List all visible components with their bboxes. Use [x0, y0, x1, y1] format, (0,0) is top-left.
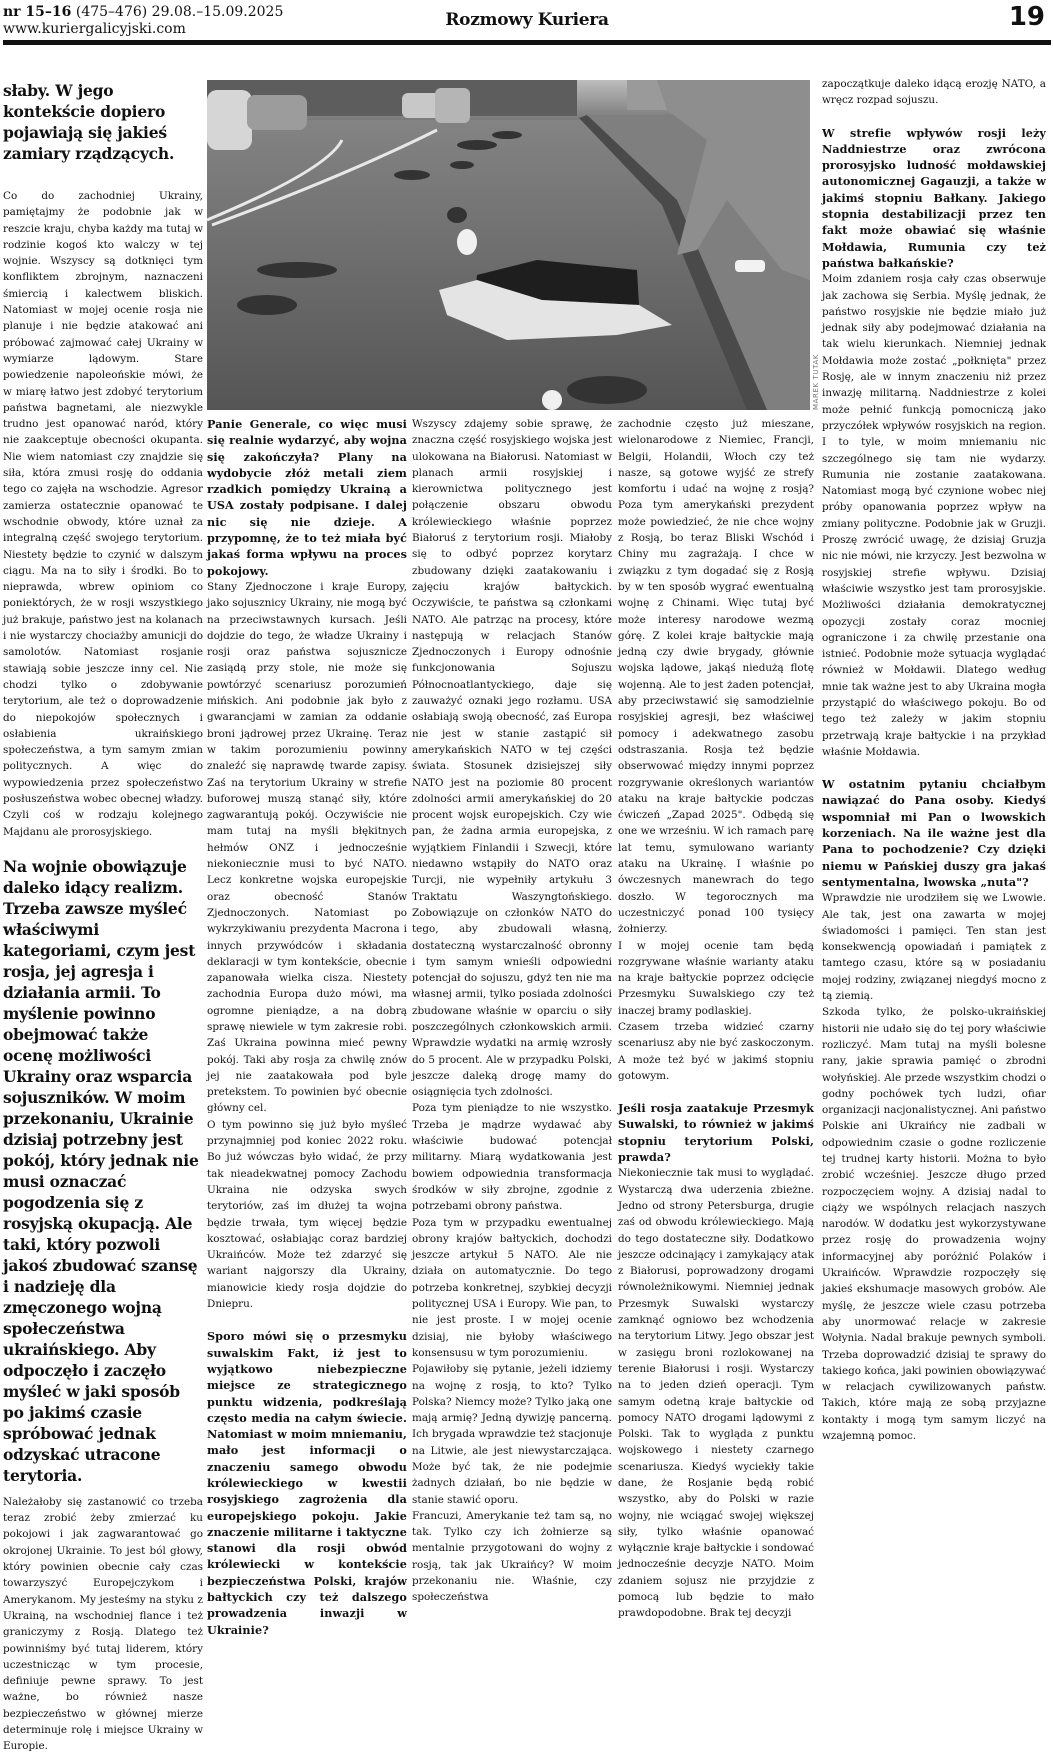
pull-quote: Na wojnie obowiązuje daleko idący realizm. Trzeba zawsze myśleć właściwymi kategoriami, czym jest rosja, jej agresja i działania armii. To myślenie powinno obejmować także ocenę możliwości Ukrainy oraz wsparcia sojuszników. W moim przekonaniu, Ukrainie dzisiaj potrzebny jest pokój, który jednak nie musi oznaczać pogodzenia się z rosyjską okupacją. Ale taki, który pozwoli jakoś zbudować szansę i nadzieję dla zmęczonego wojną społeczeństwa ukraińskiego. Aby odpoczęło i zaczęło myśleć w jaki sposób po jakimś czasie spróbować jednak odzyskać utracone terytoria.	[3, 856, 199, 1485]
paragraph: O tym powinno się już było myśleć przynajmniej pod koniec 2022 roku. Bo już wówczas było widać, że przy tak nieadekwatnej pomocy Zachodu Ukraina nie odzyska swych terytoriów, zaś im dłużej ta wojna będzie trwała, tym więcej będzie kosztować, osłabiając coraz bardziej Ukraińców. Może też zdarzyć się wariant najgorszy dla Ukrainy, mianowicie kiedy rosja dojdzie do Dniepru.	[207, 1118, 407, 1311]
paragraph: Poza tym w przypadku ewentualnej obrony krajów bałtyckich, dochodzi jeszcze artykuł 5 NATO. Ale nie działa on automatycznie. Do tego potrzeba konkretnej, szybkiej decyzji politycznej USA i Europy. Wie pan, to nie jest proste. I w mojej ocenie dzisiaj, nie byłoby właściwego konsensusu w tym porozumieniu.	[412, 1216, 612, 1359]
column-2	[207, 416, 407, 1638]
paragraph: Stany Zjednoczone i kraje Europy, jako sojusznicy Ukrainy, nie mogą być na przeciwstawnych kursach. Jeśli dojdzie do tego, że władze Ukrainy i rosji oraz państwa sojusznicze zasiądą przy stole, nie może się powtórzyć scenariusz porozumień mińskich. Ani podobnie jak było z gwarancjami w zamian za oddanie broni jądrowej przez Ukrainę. Teraz w takim porozumieniu powinny znaleźć się naprawdę twarde zapisy. Zaś na terytorium Ukrainy w strefie buforowej muszą stanąć siły, które zagwarantują pokój. Oczywiście nie mam tutaj na myśli błękitnych hełmów ONZ i jednocześnie niekoniecznie musi to być NATO. Lecz konkretne wojska europejskie oraz obecność Stanów Zjednoczonych. Natomiast po wykrzykiwaniu prezydenta Macrona i innych przywódców i składania deklaracji w tym kontekście, obecnie zapanowała wielka cisza. Niestety zachodnia Europa dużo mówi, ma ogromne pieniądze, a na dobrą sprawę niewiele w tym zakresie robi. Zaś Ukraina powinna mieć pewny pokój. Taki aby rosja za chwilę znów jej nie zaatakowała pod byle pretekstem. To powinien być obecnie główny cel.	[207, 580, 407, 1115]
section-title: Rozmowy Kuriera	[445, 10, 609, 30]
paragraph: Co do zachodniej Ukrainy, pamiętajmy że podobnie jak w reszcie kraju, chyba każdy ma tutaj w rodzinie kogoś kto walczy w tej wojnie. Wszyscy są dotknięci tym konfliktem zbrojnym, naznaczeni śmiercią i kalectwem bliskich. Natomiast w mojej ocenie rosja nie planuje i nie będzie atakować ani próbować zajmować całej Ukrainy w wymiarze lądowym. Stare powiedzenie napoleońskie mówi, że w miarę łatwo jest zdobyć terytorium państwa bagnetami, ale niezwykle trudno jest opanować naród, który nie zaakceptuje obecności okupanta. Nie wiem natomiast czy znajdzie się siła, która zmusi rosję do oddania tego co zajęła na wschodzie. Agresor zamierza ostatecznie opanować te wschodnie obwody, które uznał za integralną część swojego terytorium. Niestety będzie to czynić w dalszym ciągu. Ma na to siły i środki. Bo to nieprawda, wbrew opiniom co poniektórych, że w rosji wszystkiego już brakuje, państwo jest na kolanach i nie wystarczy chociażby amunicji do samolotów. Natomiast rosjanie stawiają sobie jeszcze inny cel. Nie chodzi tylko o zdobywanie terytorium, ale też o doprowadzenie do niepokojów społecznych i osłabienia ukraińskiego społeczeństwa, a tym samym zmian politycznych. A więc do wypowiedzenia przez społeczeństwo posłuszeństwa wobec obecnej władzy. Czyli coś w rodzaju kolejnego Majdanu ale prorosyjskiego.	[3, 190, 203, 838]
paragraph: Moim zdaniem rosja cały czas obserwuje jak zachowa się Serbia. Myślę jednak, że państwo rosyjskie nie będzie miało już jednak siły aby podejmować działania na tak wielu kierunkach. Niemniej jednak Mołdawia może zostać „połknięta" przez Rosję, ale w innym znaczeniu niż przez inwazję militarną. Naddniestrze z kolei może pełnić funkcją pomocniczą jako przyczółek wpływów rosyjskich na region. I to tyle, w moim mniemaniu nic szczególnego się tam nie wydarzy. Rumunia nie zostanie zaatakowana. Natomiast mogą być czynione wobec niej próby opanowania poprzez wpływ na zmiany polityczne. Podobnie jak w Gruzji. Proszę zwrócić uwagę, że dzisiaj Gruzja nic nie mówi, nie krzyczy. Jest bezwolna w rosyjskiej strefie wpływu. Dzisiaj właściwie wszystko jest tam prorosyjskie. Możliwości działania demokratycznej opozycji zostały coraz mocniej ograniczone i za chwilę przestanie ona istnieć. Podobnie może sytuacja wyglądać również w Mołdawii. Dlatego według mnie tak ważne jest to aby Ukraina mogła przystąpić do właściwego pokoju. Bo od tego też zależy w jakim stopniu przetrwają kraje bałtyckie i na przykład właśnie Mołdawia.	[822, 273, 1046, 758]
interview-question: Sporo mówi się o przesmyku suwalskim Fakt, iż jest to wyjątkowo niebezpieczne miejsce ze strategicznego punktu widzenia, podkreślają często media na całym świecie. Natomiast w moim mniemaniu, mało jest informacji o znaczeniu samego obwodu królewieckiego w kwestii rosyjskiego zagrożenia dla europejskiego pokoju. Jakie znaczenie militarne i taktyczne stanowi dla rosji obwód królewiecki w kontekście bezpieczeństwa Polski, krajów bałtyckich czy też dalszego prowadzenia inwazji w Ukrainie?	[207, 1329, 407, 1637]
paragraph: Pojawiłoby się pytanie, jeżeli idziemy na wojnę z rosją, to kto? Tylko Polska? Niemcy może? Tylko jaką one mają armię? Jedną dywizję pancerną. Ich brygada wprawdzie też stacjonuje na Litwie, ale jest niewystarczająca. Może być tak, że nie podejmie żadnych działań, bo nie będzie w stanie stawić oporu.	[412, 1363, 612, 1506]
photo-credit	[812, 353, 822, 420]
column-5	[822, 76, 1046, 1444]
photo-credit-text: MAREK TUTAK	[812, 353, 820, 410]
paragraph: zachodnie często już mieszane, wielonarodowe z Niemiec, Francji, Belgii, Holandii, Włoch czy też nasze, są gotowe wyjść ze strefy komfortu i udać na wojnę z rosją? Poza tym amerykański prezydent może powiedzieć, że nie chce wojny z Rosją, bo teraz Bliski Wschód i Chiny mu zagrażają. I chce w związku z tym dogadać się z Rosją by w ten sposób wygrać ewentualną wojnę z Chinami. Więc tutaj być może interesy narodowe wezmą górę. Z kolei kraje bałtyckie mają jedną czy dwie brygady, głównie wojska lądowe, jakąś niedużą flotę wojenną. Ale to jest żaden potencjał, aby przeciwstawić się samodzielnie rosyjskiej agresji, bez właściwej pomocy i adekwatnego zasobu odstraszania. Rosja też będzie obserwować między innymi poprzez rozgrywanie określonych wariantów ataku na kraje bałtyckie podczas ćwiczeń „Zapad 2025". Odbędą się one we wrześniu. W ich ramach parę lat temu, symulowano warianty ataku na Ukrainę. I właśnie po ówczesnych manewrach do tego doszło. W tegorocznych ma uczestniczyć ponad 100 tysięcy żołnierzy.	[618, 418, 814, 936]
paragraph: Niekoniecznie tak musi to wyglądać. Wystarczą dwa uderzenia zbieżne. Jedno od strony Petersburga, drugie zaś od obwodu królewieckiego. Mają do tego dostateczne siły. Dodatkowo jeszcze odcinający i zamykający atak z Białorusi, poprowadzony drogami równoleżnikowymi. Niemniej jednak Przesmyk Suwalski wystarczy zamknąć ogniowo bez wchodzenia na terytorium Litwy. Jego obszar jest w zasięgu broni rozlokowanej na terenie Białorusi i rosji. Wystarczy na to jeden dzień operacji. Tym samym odetną kraje bałtyckie od pomocy NATO drogami lądowymi z Polski. Tak to wygląda z punktu wojskowego i niestety czarnego scenariusza. Kiedyś wyciekły takie dane, że Rosjanie będą robić wszystko, aby do Polski w razie wojny, nie wciągać swojej większej siły, tylko właśnie opanować wyłącznie kraje bałtyckie i sondować jednocześnie decyzje NATO. Moim zdaniem sojusz nie przyjdzie z pomocą lub będzie to mało prawdopodobne. Brak tej decyzji	[618, 1167, 814, 1620]
paragraph: Wprawdzie nie urodziłem się we Lwowie. Ale tak, jest ona zawarta w mojej świadomości i pamięci. Ten stan jest konsekwencją opowiadań i pamiątek z tamtego czasu, które są w posiadaniu mojej rodziny, związanej niegdyś mocno z tą ziemią.	[822, 892, 1046, 1003]
header-rule	[3, 40, 1051, 45]
interview-question: W strefie wpływów rosji leży Naddniestrze oraz zwrócona prorosyjsko ludność mołdawskiej autonomicznej Gagauzji, a także w jakimś stopniu Bałkany. Jakiego stopnia destabilizacji przez ten fakt może obawiać się właśnie Mołdawia, Rumunia czy też państwa bałkańskie?	[822, 125, 1046, 270]
interview-question: Panie Generale, co więc musi się realnie wydarzyć, aby wojna się zakończyła? Plany na wydobycie złóż metali ziem rzadkich pomiędzy Ukrainą a USA zostały podpisane. I dalej nic się nie dzieje. A przypomnę, że to też miała być jakaś forma wpływu na proces pokojowy.	[207, 417, 407, 578]
page-header	[3, 2, 1051, 42]
paragraph: I w mojej ocenie tam będą rozgrywane właśnie warianty ataku na kraje bałtyckie poprzez odcięcie Przesmyku Suwalskiego czy też inaczej bramy podlaskiej.	[618, 939, 814, 1017]
column-3	[412, 416, 612, 1606]
paragraph: Francuzi, Amerykanie też tam są, no tak. Tylko czy ich żołnierze są mentalnie przygotowani do wojny z rosją, tak jak Ukraińcy? W moim przekonaniu nie. Właśnie, czy społeczeństwa	[412, 1509, 612, 1604]
column-1	[3, 80, 203, 1755]
interview-question: W ostatnim pytaniu chciałbym nawiązać do Pana osoby. Kiedyś wspomniał mi Pan o lwowskich korzeniach. Na ile ważne jest dla Pana to pochodzenie? Czy dzięki niemu w Pańskiej duszy gra jakaś sentymentalna, lwowska „nuta"?	[822, 777, 1046, 889]
column-4	[618, 416, 814, 1622]
page-number: 19	[1008, 2, 1045, 32]
paragraph: Wszyscy zdajemy sobie sprawę, że znaczna część rosyjskiego wojska jest ulokowana na Białorusi. Natomiast w planach armii rosyjskiej i kierownictwa politycznego jest połączenie obszaru obwodu królewieckiego właśnie poprzez Białoruś z terytorium rosji. Miałoby się to odbyć poprzez korytarz zbudowany dzięki zaatakowaniu i zajęciu krajów bałtyckich. Oczywiście, te państwa są członkami NATO. Ale patrząc na procesy, które następują w relacjach Stanów Zjednoczonych i Europy odnośnie funkcjonowania Sojuszu Północnoatlantyckiego, daje się zauważyć oznaki jego rozłamu. USA osłabiają swoją obecność, zaś Europa nie jest w stanie zastąpić sił amerykańskich NATO w tej części świata. Stosunek dzisiejszej siły NATO jest na poziomie 80 procent zdolności armii amerykańskiej do 20 procent wojsk europejskich. Czy wie pan, że żadna armia europejska, z wyjątkiem Finlandii i Szwecji, które niedawno wstąpiły do NATO oraz Turcji, nie wypełniły artykułu 3 Traktatu Waszyngtońskiego. Zobowiązuje on członków NATO do tego, aby zbudowali własną, dostateczną wystarczalność obronny i tym samym wnieśli odpowiedni potencjał do sojuszu, gdyż ten nie ma własnej armii, tylko posiada zdolności zbudowane właśnie w oparciu o siły poszczególnych członkowskich armii. Wprawdzie wydatki na armię wzrosły do 5 procent. Ale w przypadku Polski, jeszcze daleką drogę mamy do osiągnięcia tych zdolności.	[412, 418, 612, 1099]
article-photo	[207, 80, 810, 410]
pull-quote-continued: słaby. W jego kontekście dopiero pojawiają się jakieś zamiary rządzących.	[3, 81, 175, 163]
issue-dates: (475–476) 29.08.–15.09.2025	[75, 4, 284, 20]
paragraph: Należałoby się zastanowić co trzeba teraz zrobić żeby zmierzać ku pokojowi i jak zagwarantować go okrojonej Ukrainie. To jest ból głowy, który powinien obecnie cały czas towarzyszyć Europejczykom i Amerykanom. My jesteśmy na styku z Ukrainą, na wschodniej flance i też graniczymy z Rosją. Dlatego też powinniśmy być tutaj liderem, który uczestnicząc w tym procesie, definiuje pewne sprawy. To jest ważne, bo również nasze bezpieczeństwo w głównej mierze determinuje rolę i miejsce Ukrainy w Europie.	[3, 1495, 203, 1753]
paragraph: Czasem trzeba widzieć czarny scenariusz aby nie być zaskoczonym. A może też być w jakimś stopniu gotowym.	[618, 1020, 814, 1082]
interview-question: Jeśli rosja zaatakuje Przesmyk Suwalski, to również w jakimś stopniu terytorium Polski, prawda?	[618, 1101, 814, 1165]
paragraph: zapoczątkuje daleko idącą erozję NATO, a wręcz rozpad sojuszu.	[822, 78, 1046, 107]
website-link[interactable]: www.kuriergalicyjski.com	[3, 21, 186, 37]
issue-number: nr 15–16	[3, 4, 72, 20]
paragraph: Szkoda tylko, że polsko-ukraińskiej historii nie udało się do tej pory właściwie rozliczyć. Mam tutaj na myśli bolesne rany, jakie sprawia pamięć o zbrodni wołyńskiej. Ale przede wszystkim chodzi o godny pochówek tych ludzi, ofiar organizacji nacjonalistycznej. Ani państwo Polskie ani Ukraińcy nie zadbali w odpowiednim czasie o godne rozliczenie tej trudnej karty historii. Można to było zrobić wcześniej. Jeszcze długo przed rozpoczęciem wojny. A dzisiaj nadal to ciąży we wspólnych relacjach naszych narodów. W dodatku jest wykorzystywane przez rosję do prowadzenia wojny informacyjnej aby poróżnić Polaków i Ukraińców. Wprawdzie rozpoczęły się jakieś ekshumacje masowych grobów. Ale myślę, że jeszcze wiele czasu potrzeba aby unormować relacje w zakresie Wołynia. Nadal brakuje pewnych symboli. Trzeba doprowadzić dzisiaj te sprawy do takiego końca, jaki powinien obowiązywać w relacjach cywilizowanych państw. Takich, które mają ze sobą przyjazne kontakty i mogą tym samym liczyć na wzajemną pomoc.	[822, 1006, 1046, 1443]
paragraph: Poza tym pieniądze to nie wszystko. Trzeba je mądrze wydawać aby właściwie budować potencjał militarny. Miarą wydatkowania jest bowiem odpowiednia transformacja środków w siły zbrojne, zgodnie z potrzebami obrony państwa.	[412, 1102, 612, 1213]
photo-street-flowers-flag	[207, 80, 810, 410]
